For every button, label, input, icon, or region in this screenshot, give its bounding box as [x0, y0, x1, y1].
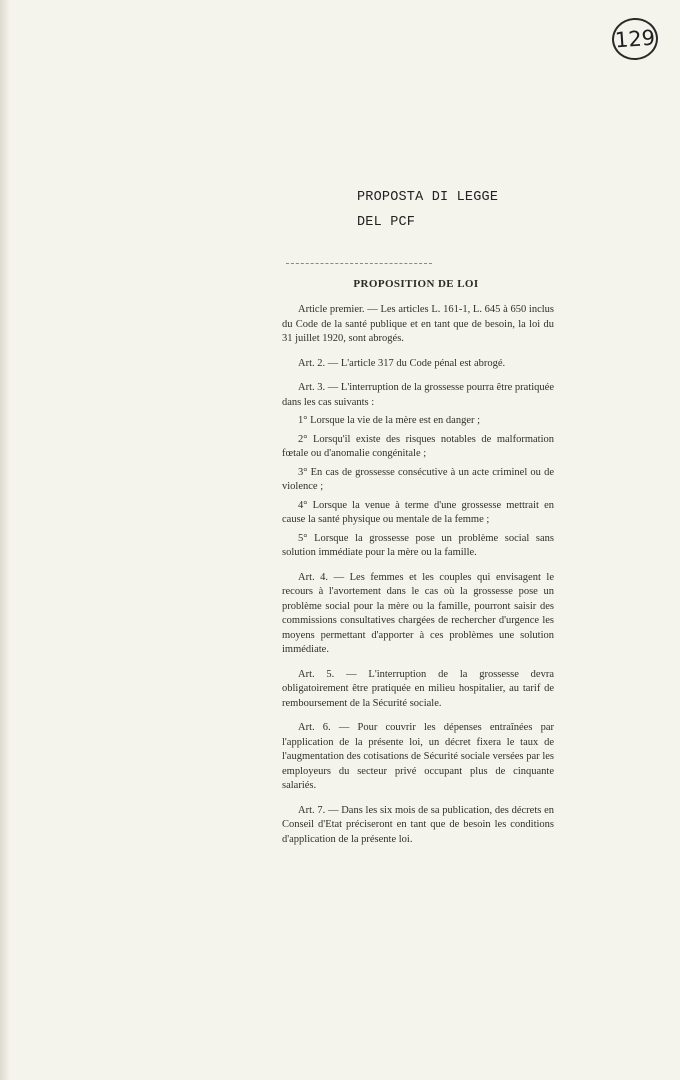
article-5: Art. 5. — L'interruption de la grossesse devra obligatoirement être pratiquée en milieu hospitalier, au tarif de remboursement de la Sécurité sociale. — [282, 668, 554, 709]
article-3-case-2: 2° Lorsqu'il existe des risques notables de malformation fœtale ou d'anomalie congénitale ; — [282, 433, 554, 459]
article-3: Art. 3. — L'interruption de la grossesse pourra être pratiquée dans les cas suivants : — [282, 382, 554, 408]
article-1: Article premier. — Les articles L. 161-1, L. 645 à 650 inclus du Code de la santé publique et en tant que de besoin, la loi du 31 juillet 1920, sont abrogés. — [282, 304, 554, 344]
article-7: Art. 7. — Dans les six mois de sa publication, des décrets en Conseil d'Etat préciseront en tant que de besoin les conditions d'application de la présente loi. — [282, 804, 554, 845]
law-text — [282, 303, 554, 851]
article-4: Art. 4. — Les femmes et les couples qui envisagent le recours à l'avortement dans le cas où la grossesse pose un problème social pour la mère ou la famille, pourront saisir des commissions consultatives chargées de rechercher d'urgence les moyens permettant d'apporter à ces problèmes une solution immédiate. — [282, 571, 554, 655]
article-3-case-1: 1° Lorsque la vie de la mère est en danger ; — [298, 415, 481, 426]
typed-note-line-2: DEL PCF — [357, 215, 416, 230]
article-3-case-5: 5° Lorsque la grossesse pose un problème social sans solution immédiate pour la mère ou la famille. — [282, 532, 554, 558]
article-3-case-3: 3° En cas de grossesse consécutive à un acte criminel ou de violence ; — [282, 466, 554, 492]
page-edge-shadow — [0, 0, 10, 1080]
page-number-stamp: 129 — [611, 16, 660, 61]
dashed-separator — [286, 263, 432, 264]
article-6: Art. 6. — Pour couvrir les dépenses entraînées par l'application de la présente loi, un décret fixera le taux de l'augmentation des cotisations de Sécurité sociale versées par les employeurs du secteur privé occupant plus de cinquante salariés. — [282, 722, 554, 791]
typed-note-line-1: PROPOSTA DI LEGGE — [357, 190, 499, 205]
article-3-case-4: 4° Lorsque la venue à terme d'une grossesse mettrait en cause la santé physique ou mentale de la femme ; — [282, 499, 554, 525]
article-2: Art. 2. — L'article 317 du Code pénal est abrogé. — [298, 357, 506, 369]
document-heading: PROPOSITION DE LOI — [353, 278, 479, 290]
